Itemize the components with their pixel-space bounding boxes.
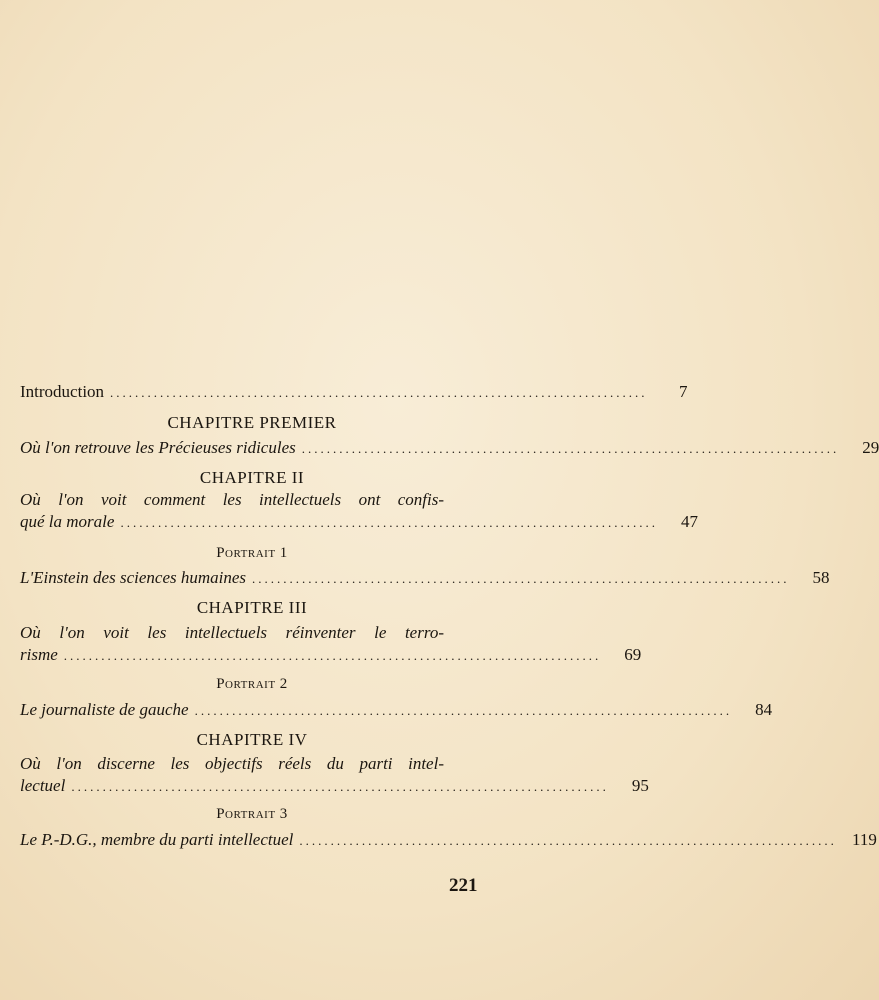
dot-leader: ...................................................................................... [252, 571, 790, 586]
dot-leader: ...................................................................................... [120, 515, 658, 530]
toc-page-number: 7 [679, 382, 688, 401]
page-folio-number: 221 [449, 875, 478, 896]
toc-page-number: 95 [631, 776, 649, 795]
chapter-heading: CHAPITRE PREMIER [167, 413, 337, 432]
toc-entry-portrait-3 [20, 829, 877, 852]
dot-leader: ...................................................................................... [194, 703, 733, 718]
toc-entry-portrait-1 [20, 567, 830, 590]
toc-page-number: 69 [624, 645, 642, 664]
toc-entry-title-line-1: Où l'on voit comment les intellectuels ont confis- [20, 490, 444, 509]
dot-leader: ...................................................................................... [63, 648, 602, 663]
toc-entry-chapitre-3 [20, 622, 642, 667]
toc-page-number: 58 [812, 568, 830, 587]
portrait-heading: Portrait 2 [216, 676, 288, 692]
portrait-heading: Portrait 1 [216, 545, 288, 561]
toc-page-number: 47 [680, 512, 698, 531]
toc-page-number: 119 [852, 830, 877, 849]
toc-entry-title-line-2: lectuel [20, 776, 66, 795]
toc-entry-portrait-2 [20, 699, 773, 722]
toc-entry-title: Introduction [20, 382, 105, 401]
chapter-heading: CHAPITRE IV [196, 730, 308, 749]
chapter-heading: CHAPITRE III [196, 598, 308, 617]
toc-entry-introduction [20, 381, 688, 404]
toc-page-number: 84 [755, 700, 773, 719]
toc-entry-chapitre-4 [20, 753, 649, 798]
dot-leader: ...................................................................................... [301, 441, 840, 456]
dot-leader: ...................................................................................... [71, 779, 609, 794]
toc-entry-title-line-2: risme [20, 645, 58, 664]
portrait-heading: Portrait 3 [216, 806, 288, 822]
toc-entry-title-line-1: Où l'on discerne les objectifs réels du parti intel- [20, 754, 444, 773]
toc-entry-title-line-1: Où l'on voit les intellectuels réinventer le terro- [20, 623, 444, 642]
chapter-heading: CHAPITRE II [199, 468, 305, 487]
toc-entry-title: L'Einstein des sciences humaines [20, 568, 247, 587]
toc-entry-title: Le journaliste de gauche [20, 700, 189, 719]
toc-entry-title: Le P.-D.G., membre du parti intellectuel [20, 830, 294, 849]
toc-entry-title-line-2: qué la morale [20, 512, 115, 531]
toc-page-number: 29 [862, 438, 879, 457]
dot-leader: ...................................................................................... [110, 385, 648, 400]
dot-leader: ...................................................................................... [299, 833, 837, 848]
toc-entry-chapitre-1 [20, 437, 879, 460]
toc-entry-title: Où l'on retrouve les Précieuses ridicules [20, 438, 296, 457]
toc-entry-chapitre-2 [20, 489, 698, 534]
